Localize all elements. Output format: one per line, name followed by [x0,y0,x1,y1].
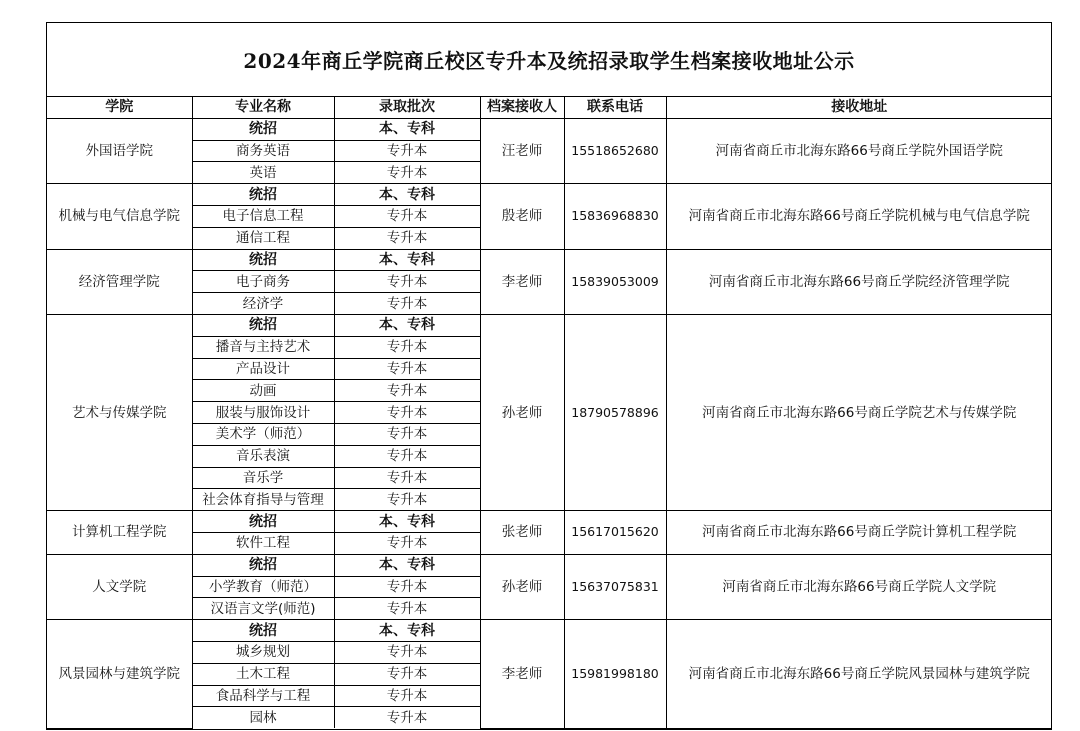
batch-cell: 专升本 [334,423,480,445]
table-row [47,314,1052,336]
receiver-cell: 汪老师 [480,118,564,183]
major-cell: 电子信息工程 [192,205,334,227]
archive-address-table [47,97,1052,729]
phone-cell: 15518652680 [564,118,666,183]
address-cell: 河南省商丘市北海东路66号商丘学院机械与电气信息学院 [666,184,1052,249]
major-cell: 统招 [192,249,334,271]
batch-cell: 专升本 [334,380,480,402]
receiver-cell: 李老师 [480,620,564,728]
header-college: 学院 [47,97,192,118]
batch-cell: 本、专科 [334,249,480,271]
major-cell: 播音与主持艺术 [192,336,334,358]
title-bar [47,23,1051,97]
address-cell: 河南省商丘市北海东路66号商丘学院经济管理学院 [666,249,1052,314]
college-name-cell: 机械与电气信息学院 [47,184,192,249]
header-major: 专业名称 [192,97,334,118]
phone-cell: 15617015620 [564,511,666,555]
college-name-cell: 外国语学院 [47,118,192,183]
page-title: 2024年商丘学院商丘校区专升本及统招录取学生档案接收地址公示 [243,49,855,73]
batch-cell: 专升本 [334,532,480,554]
batch-cell: 专升本 [334,227,480,249]
header-batch: 录取批次 [334,97,480,118]
address-cell: 河南省商丘市北海东路66号商丘学院人文学院 [666,554,1052,619]
major-cell: 统招 [192,118,334,140]
address-cell: 河南省商丘市北海东路66号商丘学院计算机工程学院 [666,511,1052,555]
batch-cell: 专升本 [334,140,480,162]
batch-cell: 专升本 [334,271,480,293]
table-body [47,118,1052,728]
college-name-cell: 艺术与传媒学院 [47,314,192,510]
major-cell: 产品设计 [192,358,334,380]
batch-cell: 本、专科 [334,314,480,336]
major-cell: 食品科学与工程 [192,685,334,707]
header-row [47,97,1052,118]
batch-cell: 专升本 [334,445,480,467]
receiver-cell: 孙老师 [480,554,564,619]
batch-cell: 本、专科 [334,511,480,533]
batch-cell: 专升本 [334,663,480,685]
receiver-cell: 孙老师 [480,314,564,510]
major-cell: 统招 [192,511,334,533]
major-cell: 动画 [192,380,334,402]
table-row [47,620,1052,642]
college-name-cell: 计算机工程学院 [47,511,192,555]
batch-cell: 专升本 [334,467,480,489]
major-cell: 经济学 [192,293,334,315]
batch-cell: 专升本 [334,336,480,358]
header-phone: 联系电话 [564,97,666,118]
major-cell: 社会体育指导与管理 [192,489,334,511]
major-cell: 城乡规划 [192,641,334,663]
major-cell: 园林 [192,707,334,728]
address-cell: 河南省商丘市北海东路66号商丘学院风景园林与建筑学院 [666,620,1052,728]
major-cell: 服装与服饰设计 [192,402,334,424]
major-cell: 美术学（师范） [192,423,334,445]
batch-cell: 专升本 [334,402,480,424]
receiver-cell: 李老师 [480,249,564,314]
batch-cell: 专升本 [334,162,480,184]
address-cell: 河南省商丘市北海东路66号商丘学院艺术与传媒学院 [666,314,1052,510]
batch-cell: 专升本 [334,576,480,598]
batch-cell: 专升本 [334,205,480,227]
major-cell: 统招 [192,620,334,642]
batch-cell: 本、专科 [334,118,480,140]
receiver-cell: 张老师 [480,511,564,555]
college-name-cell: 经济管理学院 [47,249,192,314]
major-cell: 英语 [192,162,334,184]
table-row [47,554,1052,576]
major-cell: 通信工程 [192,227,334,249]
batch-cell: 本、专科 [334,554,480,576]
batch-cell: 专升本 [334,707,480,728]
major-cell: 音乐学 [192,467,334,489]
batch-cell: 专升本 [334,641,480,663]
batch-cell: 本、专科 [334,620,480,642]
major-cell: 软件工程 [192,532,334,554]
major-cell: 统招 [192,314,334,336]
batch-cell: 专升本 [334,293,480,315]
major-cell: 音乐表演 [192,445,334,467]
phone-cell: 18790578896 [564,314,666,510]
major-cell: 电子商务 [192,271,334,293]
document-sheet [46,22,1052,730]
batch-cell: 专升本 [334,685,480,707]
major-cell: 汉语言文学(师范) [192,598,334,620]
receiver-cell: 殷老师 [480,184,564,249]
phone-cell: 15839053009 [564,249,666,314]
table-row [47,249,1052,271]
major-cell: 小学教育（师范） [192,576,334,598]
phone-cell: 15637075831 [564,554,666,619]
major-cell: 土木工程 [192,663,334,685]
major-cell: 商务英语 [192,140,334,162]
batch-cell: 本、专科 [334,184,480,206]
major-cell: 统招 [192,554,334,576]
table-row [47,118,1052,140]
table-row [47,184,1052,206]
phone-cell: 15981998180 [564,620,666,728]
phone-cell: 15836968830 [564,184,666,249]
college-name-cell: 人文学院 [47,554,192,619]
college-name-cell: 风景园林与建筑学院 [47,620,192,728]
address-cell: 河南省商丘市北海东路66号商丘学院外国语学院 [666,118,1052,183]
batch-cell: 专升本 [334,358,480,380]
table-row [47,511,1052,533]
header-address: 接收地址 [666,97,1052,118]
header-receiver: 档案接收人 [480,97,564,118]
major-cell: 统招 [192,184,334,206]
batch-cell: 专升本 [334,598,480,620]
batch-cell: 专升本 [334,489,480,511]
